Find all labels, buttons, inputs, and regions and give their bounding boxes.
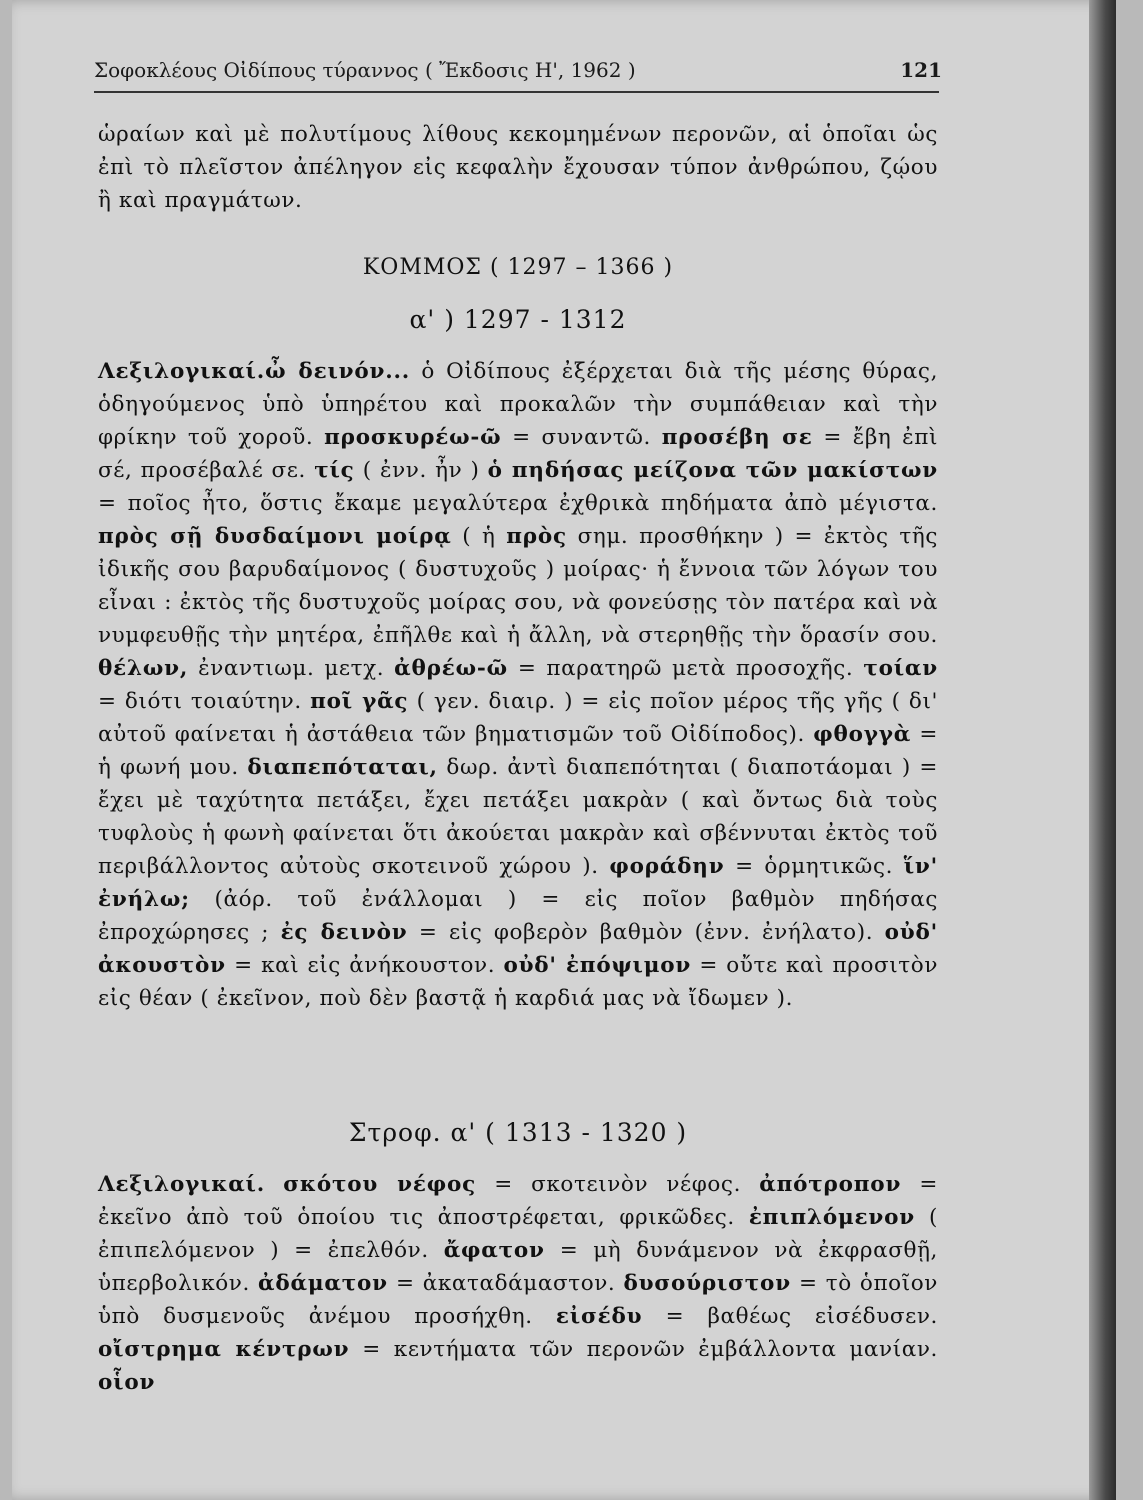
gloss-term: οἷον [98, 1370, 156, 1395]
gloss-term: οὐδ' ἀκουστὸν [98, 920, 938, 978]
gloss-term: ποῖ γᾶς [310, 689, 409, 714]
intro-paragraph: ὡραίων καὶ μὲ πολυτίμους λίθους κεκομημένων περονῶν, αἱ ὁποῖαι ὡς ἐπὶ τὸ πλεῖστον ἀπέληγον εἰς κεφαλὴν ἔχουσαν τύπον ἀνθρώπου, ζῴου ἢ καὶ πραγμάτων. [98, 122, 938, 213]
gloss-text: ( ἐπιπελόμενον ) = ἐπελθόν. [98, 1205, 938, 1263]
gloss-term: πρὸς σῇ δυσδαίμονι μοίρᾳ [98, 524, 452, 549]
gloss-text: = σκοτεινὸν νέφος. [476, 1172, 760, 1197]
gloss-text [265, 1172, 283, 1197]
gloss-text: = βαθέως εἰσέδυσεν. [642, 1304, 938, 1329]
running-title: Σοφοκλέους Οἰδίπους τύραννος ( Ἔκδοσις Η', 1962 ) [94, 58, 636, 82]
header-rule [94, 91, 939, 93]
gloss-term: προσκυρέω-ῶ [324, 425, 502, 450]
subsection-heading: α' ) 1297 - 1312 [409, 305, 627, 334]
gloss-term: θέλων, [98, 656, 189, 681]
gloss-term: ἀθρέω-ῶ [394, 656, 508, 681]
gloss-text: = οὔτε καὶ προσιτὸν εἰς θέαν ( ἐκεῖνον, ποὺ δὲν βαστᾷ ἡ καρδιά μας νὰ ἴδωμεν ). [98, 953, 939, 1011]
gloss-term: ἵν' ἐνήλω; [98, 854, 938, 912]
strophe-glosses-paragraph [98, 1168, 938, 1399]
gloss-text: ὁ Οἰδίπους ἐξέρχεται διὰ τῆς μέσης θύρας, ὁδηγούμενος ὑπὸ ὑπηρέτου καὶ προκαλῶν τὴν συμπάθειαν καὶ τὴν φρίκην τοῦ χοροῦ. [98, 359, 938, 450]
gloss-term: ὁ πηδήσας μείζονα τῶν μακίστων [487, 458, 939, 483]
running-header [82, 54, 942, 90]
gloss-term: δυσούριστον [623, 1271, 791, 1296]
gloss-text: = παρατηρῶ μετὰ προσοχῆς. [507, 656, 864, 681]
gloss-term: ἀπότροπον [759, 1172, 902, 1197]
gloss-text: ( ἡ [451, 524, 507, 549]
gloss-text: = ἡ φωνή μου. [98, 722, 938, 780]
strophe-heading: Στροφ. α' ( 1313 - 1320 ) [348, 1118, 688, 1147]
gloss-text: = ἐκεῖνο ἀπὸ τοῦ ὁποίου τις ἀποστρέφεται, φρικῶδες. [98, 1172, 938, 1230]
gloss-term: ἐς δεινὸν [280, 920, 408, 945]
gloss-text: = ποῖος ἦτο, ὅστις ἔκαμε μεγαλύτερα ἐχθρικὰ πηδήματα ἀπὸ μέγιστα. [98, 491, 938, 516]
gloss-term: εἰσέδυ [555, 1304, 643, 1329]
gloss-term: οἴστρημα κέντρων [98, 1337, 350, 1362]
gloss-term: οὐδ' ἐπόψιμον [503, 953, 692, 978]
gloss-text: = εἰς φοβερὸν βαθμὸν (ἐνν. ἐνήλατο). [407, 920, 885, 945]
gloss-term: ἐπιπλόμενον [748, 1205, 915, 1230]
book-spine [1089, 0, 1116, 1500]
gloss-term: ἀδάματον [258, 1271, 388, 1296]
gloss-text: = διότι τοιαύτην. [98, 689, 311, 714]
gloss-term: Λεξιλογικαί. [98, 359, 266, 384]
gloss-text: σημ. προσθήκην ) = ἐκτὸς τῆς ἰδικῆς σου βαρυδαίμονος ( δυστυχοῦς ) μοίρας· ἡ ἔννοια τῶν λόγων του εἶναι : ἐκτὸς τῆς δυστυχοῦς μοίρας σου, νὰ φονεύσῃς τὸν πατέρα καὶ νὰ νυμφευθῇς τὴν μητέρα, ἐπῆλθε καὶ ἡ ἄλλη, νὰ στερηθῇς τὴν ὅρασίν σου. [98, 524, 939, 648]
gloss-text: = καὶ εἰς ἀνήκουστον. [225, 953, 504, 978]
gloss-text: = μὴ δυνάμενον νὰ ἐκφρασθῇ, ὑπερβολικόν. [98, 1238, 938, 1296]
gloss-term: φθογγὰ [813, 722, 912, 747]
gloss-text: ( ἐνν. ἦν ) [354, 458, 488, 483]
gloss-term: πρὸς [506, 524, 567, 549]
glosses-paragraph [98, 355, 938, 1015]
gloss-term: φοράδην [609, 854, 725, 879]
gloss-term: ἄφατον [443, 1238, 545, 1263]
page-number: 121 [900, 58, 942, 82]
gloss-text: (ἀόρ. τοῦ ἐνάλλομαι ) = εἰς ποῖον βαθμὸν πηδήσας ἐπροχώρησες ; [98, 887, 938, 945]
gloss-term: σκότου νέφος [283, 1172, 477, 1197]
gloss-text: δωρ. ἀντὶ διαπεπότηται ( διαποτάομαι ) = ἔχει μὲ ταχύτητα πετάξει, ἔχει πετάξει μακρὰν ( καὶ ὄντως διὰ τοὺς τυφλοὺς ἡ φωνὴ φαίνεται ὅτι ἀκούεται μακρὰν καὶ σβέννυται ἐκτὸς τοῦ περιβάλλοντος αὐτοὺς σκοτεινοῦ χώρου ). [98, 755, 938, 879]
gloss-text: = ἀκαταδάμαστον. [387, 1271, 624, 1296]
section-heading: ΚΟΜΜΟΣ ( 1297 – 1366 ) [362, 255, 674, 280]
gloss-text: = κεντήματα τῶν περονῶν ἐμβάλλοντα μανίαν. [349, 1337, 938, 1362]
gloss-text: ἐναντιωμ. μετχ. [188, 656, 395, 681]
gloss-term: Λεξιλογικαί. [98, 1172, 266, 1197]
gloss-text: = τὸ ὁποῖον ὑπὸ δυσμενοῦς ἀνέμου προσήχθη. [98, 1271, 938, 1329]
gloss-text: = ὁρμητικῶς. [724, 854, 904, 879]
gloss-term: τοίαν [863, 656, 938, 681]
gloss-text: ( γεν. διαιρ. ) = εἰς ποῖον μέρος τῆς γῆς ( δι' αὐτοῦ φαίνεται ἡ ἀστάθεια τῶν βηματισμῶν τοῦ Οἰδίποδος). [98, 689, 938, 747]
gloss-term: διαπεπόταται, [247, 755, 438, 780]
gloss-term: τίς [314, 458, 355, 483]
gloss-term: προσέβη σε [661, 425, 813, 450]
gloss-text: = συναντῶ. [501, 425, 662, 450]
gloss-term: ὦ δεινόν... [265, 359, 411, 384]
book-page [12, 0, 1116, 1500]
gloss-text: = ἔβη ἐπὶ σέ, προσέβαλέ σε. [98, 425, 938, 483]
